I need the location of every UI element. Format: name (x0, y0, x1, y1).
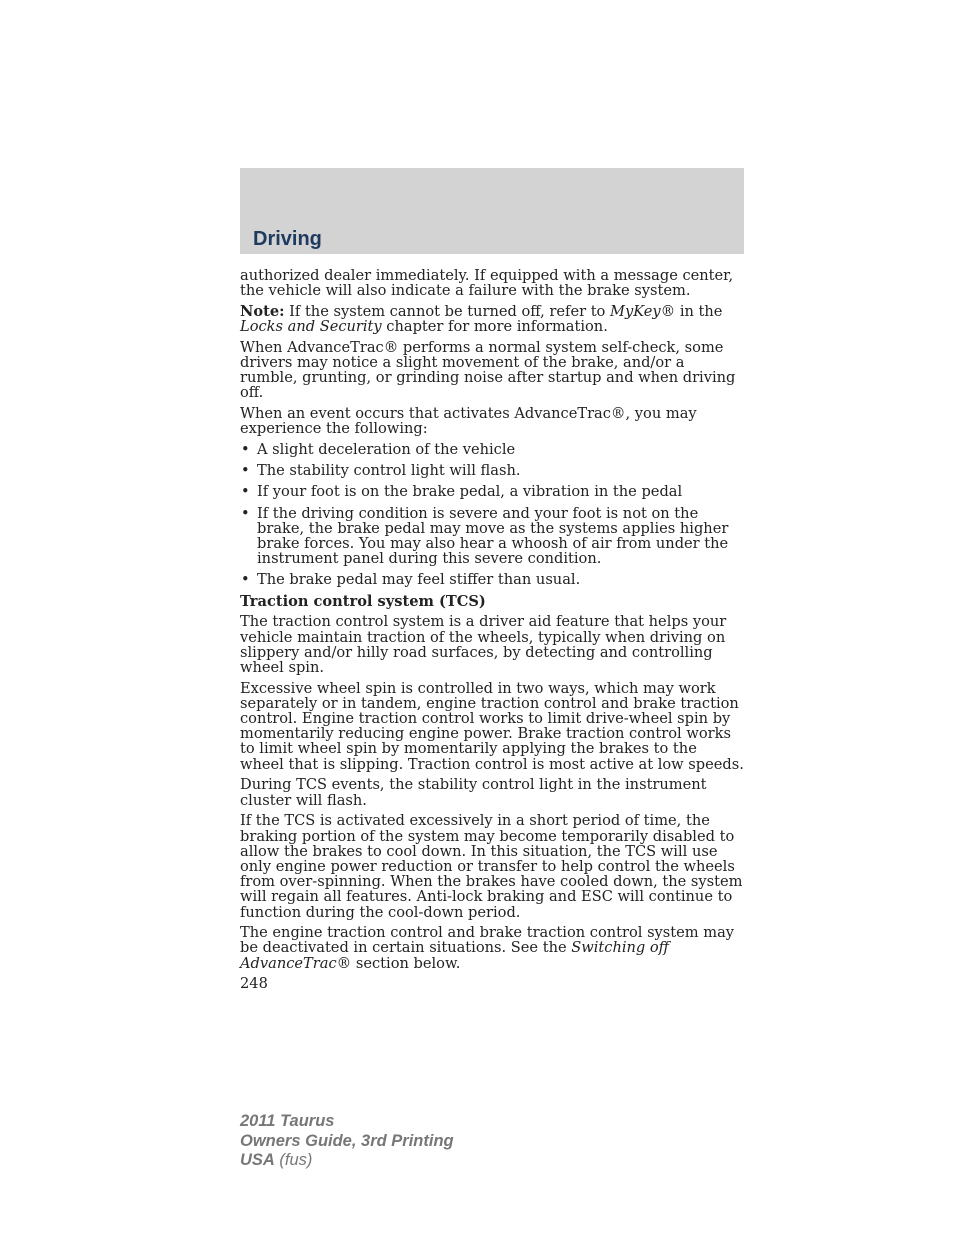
list-item-text: The stability control light will flash. (257, 462, 521, 480)
page-content (240, 268, 744, 992)
footer-model: 2011 Taurus (240, 1112, 335, 1130)
footer-region-code: (fus) (274, 1151, 313, 1169)
list-item-text: If the driving condition is severe and your foot is not on the brake, the brake pedal may move as the systems applies higher brake forces. You may also hear a whoosh of air from under the instrument panel during this severe condition. (257, 504, 729, 568)
paragraph-wheel-spin: Excessive wheel spin is controlled in two ways, which may work separately or in tandem, engine traction control and brake traction control. Engine traction control works to limit drive-wheel spin by momentarily reducing engine power. Brake traction control works to limit wheel spin by momentarily applying the brakes to the wheel that is slipping. Traction control is most active at low speeds. (240, 679, 744, 773)
paragraph-self-check: When AdvanceTrac® performs a normal system self-check, some drivers may notice a slight movement of the brake, and/or a rumble, grunting, or grinding noise after startup and when driving off. (240, 338, 736, 402)
paragraph-tcs-intro: The traction control system is a driver aid feature that helps your vehicle maintain traction of the wheels, typically when driving on slippery and/or hilly road surfaces, by detecting and controlling wheel spin. (240, 613, 727, 676)
switching-off-reference: Switching off AdvanceTrac® (240, 939, 670, 972)
bullet-marker: • (241, 441, 250, 459)
list-item-text: If your foot is on the brake pedal, a vibration in the pedal (257, 483, 683, 501)
paragraph-deactivation (240, 925, 744, 971)
page-number: 248 (240, 975, 268, 993)
section-title: Driving (253, 228, 322, 250)
note-text-3: chapter for more information. (381, 318, 608, 336)
bullet-marker: • (241, 571, 250, 589)
note-label: Note: (240, 302, 285, 320)
section-header-band (240, 168, 744, 254)
paragraph-event: When an event occurs that activates AdvanceTrac®, you may experience the following: (240, 405, 697, 438)
note-text-2: in the (675, 302, 723, 320)
bullet-marker: • (241, 483, 250, 501)
note-text-1: If the system cannot be turned off, refer to (284, 302, 610, 320)
bullet-marker: • (241, 504, 250, 522)
deactivation-text-2: section below. (351, 954, 461, 972)
list-item-text: The brake pedal may feel stiffer than usual. (257, 571, 581, 589)
deactivation-text-1: The engine traction control and brake traction control system may be deactivated in certain situations. See the (240, 924, 735, 957)
note-paragraph (240, 304, 744, 334)
footer-guide: Owners Guide, 3rd Printing (240, 1131, 454, 1150)
list-item-text: A slight deceleration of the vehicle (257, 441, 516, 459)
mykey-reference: MyKey® (610, 302, 676, 320)
list-item (240, 506, 744, 567)
paragraph-tcs-events: During TCS events, the stability control light in the instrument cluster will flash. (240, 776, 707, 809)
advancetrac-effects-list (240, 442, 744, 588)
tcs-heading: Traction control system (TCS) (240, 592, 486, 610)
list-item (240, 572, 744, 587)
locks-security-reference: Locks and Security (240, 318, 382, 336)
bullet-marker: • (241, 462, 250, 480)
footer-publication-info (240, 1112, 454, 1171)
footer-region-main: USA (240, 1151, 275, 1169)
list-item (240, 463, 744, 478)
paragraph-dealer: authorized dealer immediately. If equipped with a message center, the vehicle will also indicate a failure with the brake system. (240, 267, 734, 300)
list-item (240, 442, 744, 457)
footer-region (240, 1151, 454, 1171)
paragraph-tcs-excessive: If the TCS is activated excessively in a short period of time, the braking portion of the system may become temporarily disabled to allow the brakes to cool down. In this situation, the TCS will use only engine power reduction or transfer to help control the wheels from over-spinning. When the brakes have cooled down, the system will regain all features. Anti-lock braking and ESC will continue to function during the cool-down period. (240, 812, 743, 921)
list-item (240, 484, 744, 499)
